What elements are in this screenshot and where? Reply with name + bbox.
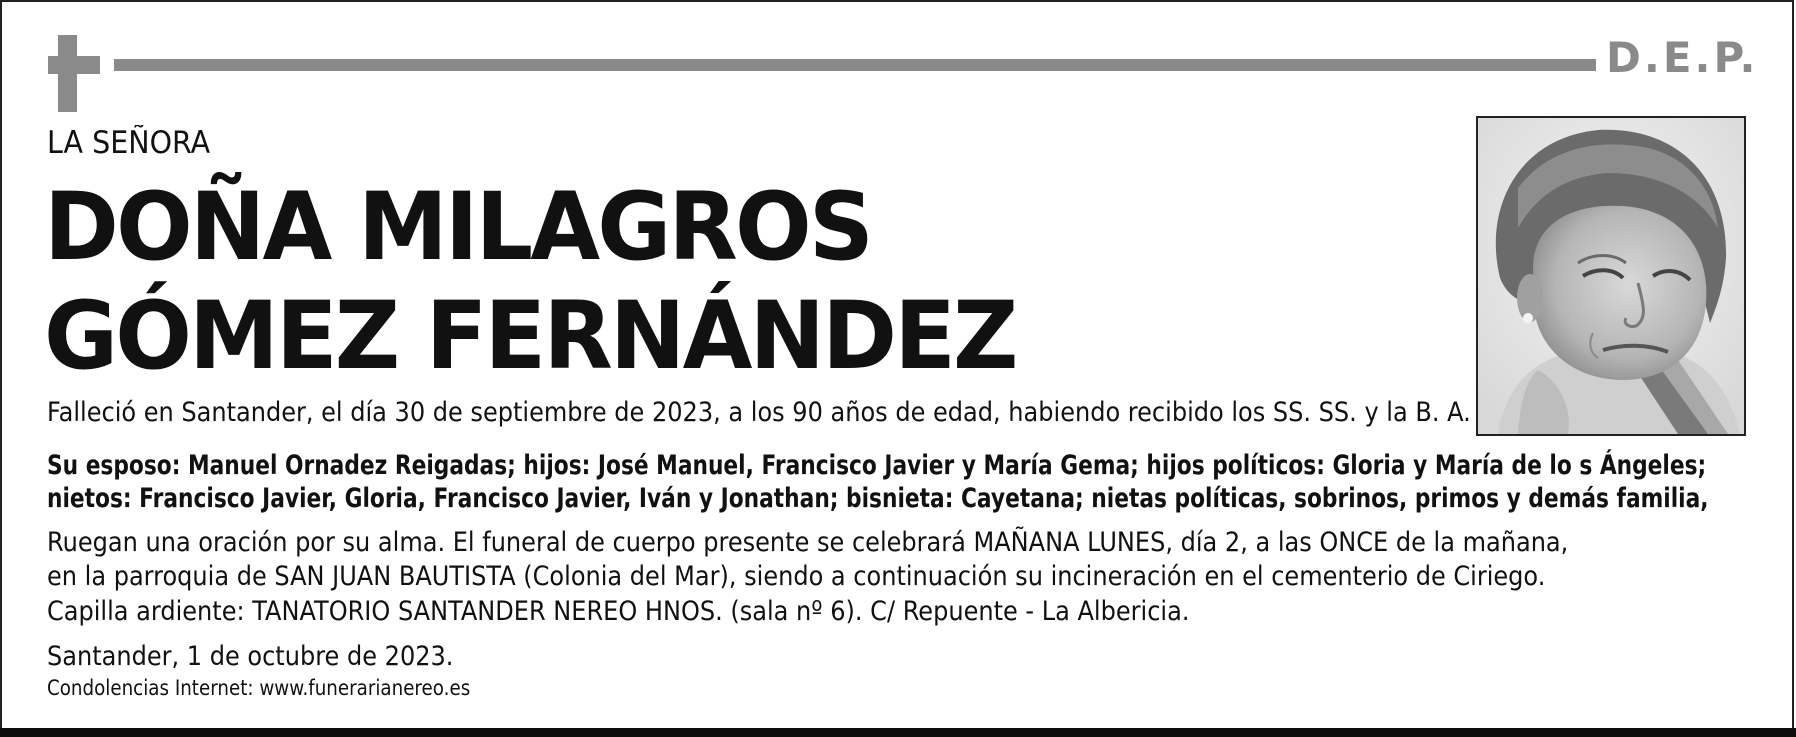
header-rule xyxy=(114,59,1596,71)
service-line-2: en la parroquia de SAN JUAN BAUTISTA (Colonia del Mar), siendo a continuación su incineración en el cementerio de Ciriego. xyxy=(47,561,1546,592)
family-line-2: nietos: Francisco Javier, Gloria, Francisco Javier, Iván y Jonathan; bisnieta: Cayetana; nietas políticas, sobrinos, primos y demás familia, xyxy=(47,483,1709,514)
bottom-rule xyxy=(0,728,1796,737)
death-notice: Falleció en Santander, el día 30 de septiembre de 2023, a los 90 años de edad, habiendo recibido los SS. SS. y la B. A. xyxy=(47,397,1471,428)
family-line-1: Su esposo: Manuel Ornadez Reigadas; hijos: José Manuel, Francisco Javier y María Gema; hijos políticos: Gloria y María de lo s Ángeles; xyxy=(47,450,1707,481)
service-line-1: Ruegan una oración por su alma. El funeral de cuerpo presente se celebrará MAÑANA LUNES, día 2, a las ONCE de la mañana, xyxy=(47,527,1569,558)
deceased-name-line-1: DOÑA MILAGROS xyxy=(44,173,871,282)
deceased-name-line-2: GÓMEZ FERNÁNDEZ xyxy=(44,282,1016,391)
dep-label: D.E.P. xyxy=(1606,33,1759,82)
service-line-3: Capilla ardiente: TANATORIO SANTANDER NEREO HNOS. (sala nº 6). C/ Repuente - La Albericia. xyxy=(47,596,1190,627)
place-date: Santander, 1 de octubre de 2023. xyxy=(47,641,454,672)
condolences-link[interactable]: Condolencias Internet: www.funerarianereo.es xyxy=(47,676,471,700)
salutation: LA SEÑORA xyxy=(47,125,211,161)
deceased-portrait xyxy=(1476,116,1746,436)
